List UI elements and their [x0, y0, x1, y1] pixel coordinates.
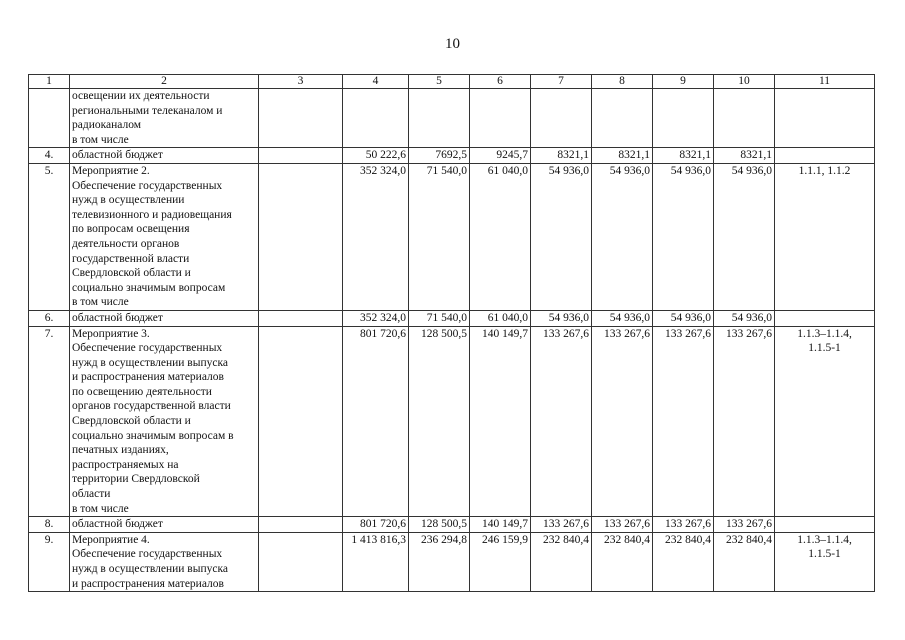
- target-indicator-cell: [775, 310, 875, 326]
- amount-cell: [531, 89, 592, 148]
- target-indicator-cell: 1.1.1, 1.1.2: [775, 163, 875, 310]
- amount-cell: 140 149,7: [470, 326, 531, 517]
- target-indicator-cell: [775, 148, 875, 164]
- amount-cell: 71 540,0: [409, 310, 470, 326]
- amount-cell: [653, 89, 714, 148]
- amount-cell: 236 294,8: [409, 532, 470, 591]
- amount-cell: 61 040,0: [470, 163, 531, 310]
- amount-cell: 54 936,0: [714, 163, 775, 310]
- column-header: 6: [470, 75, 531, 89]
- column-header: 2: [70, 75, 259, 89]
- amount-cell: 128 500,5: [409, 326, 470, 517]
- amount-cell: [592, 89, 653, 148]
- amount-cell: 801 720,6: [343, 517, 409, 533]
- description-cell: Мероприятие 3. Обеспечение государственных нужд в осуществлении выпуска и распространения материалов по освещению деятельности органов государственной власти Свердловской области и социально значимым вопросам в печатных изданиях, распространяемых на территории Свердловской области в том числе: [70, 326, 259, 517]
- amount-cell: 133 267,6: [714, 517, 775, 533]
- description-cell: Мероприятие 2. Обеспечение государственных нужд в осуществлении телевизионного и радиовещания по вопросам освещения деятельности органов государственной власти Свердловской области и социально значимым вопросам в том числе: [70, 163, 259, 310]
- amount-cell: [409, 89, 470, 148]
- column-3-cell: [259, 148, 343, 164]
- table-row: [29, 163, 875, 310]
- target-indicator-cell: 1.1.3–1.1.4, 1.1.5-1: [775, 532, 875, 591]
- amount-cell: 54 936,0: [531, 310, 592, 326]
- row-number-cell: 6.: [29, 310, 70, 326]
- column-header: 8: [592, 75, 653, 89]
- amount-cell: 133 267,6: [714, 326, 775, 517]
- row-number-cell: 7.: [29, 326, 70, 517]
- column-3-cell: [259, 310, 343, 326]
- target-indicator-cell: [775, 89, 875, 148]
- amount-cell: 8321,1: [653, 148, 714, 164]
- amount-cell: 54 936,0: [592, 163, 653, 310]
- amount-cell: [714, 89, 775, 148]
- page-number: 10: [445, 36, 460, 52]
- column-header: 9: [653, 75, 714, 89]
- column-number-row: [29, 75, 875, 89]
- amount-cell: 133 267,6: [592, 326, 653, 517]
- amount-cell: 133 267,6: [592, 517, 653, 533]
- amount-cell: 246 159,9: [470, 532, 531, 591]
- table-row: [29, 310, 875, 326]
- target-indicator-cell: [775, 517, 875, 533]
- amount-cell: 232 840,4: [653, 532, 714, 591]
- amount-cell: 801 720,6: [343, 326, 409, 517]
- description-cell: областной бюджет: [70, 310, 259, 326]
- column-3-cell: [259, 89, 343, 148]
- column-header: 3: [259, 75, 343, 89]
- row-number-cell: 8.: [29, 517, 70, 533]
- row-number-cell: 5.: [29, 163, 70, 310]
- amount-cell: 8321,1: [531, 148, 592, 164]
- column-3-cell: [259, 517, 343, 533]
- amount-cell: 8321,1: [592, 148, 653, 164]
- amount-cell: 232 840,4: [531, 532, 592, 591]
- amount-cell: [470, 89, 531, 148]
- amount-cell: 54 936,0: [714, 310, 775, 326]
- amount-cell: 54 936,0: [592, 310, 653, 326]
- amount-cell: 1 413 816,3: [343, 532, 409, 591]
- row-number-cell: [29, 89, 70, 148]
- table-row: [29, 89, 875, 148]
- amount-cell: 54 936,0: [653, 310, 714, 326]
- column-header: 1: [29, 75, 70, 89]
- amount-cell: 8321,1: [714, 148, 775, 164]
- amount-cell: 133 267,6: [531, 517, 592, 533]
- description-cell: областной бюджет: [70, 517, 259, 533]
- amount-cell: 232 840,4: [714, 532, 775, 591]
- column-header: 5: [409, 75, 470, 89]
- amount-cell: 133 267,6: [653, 517, 714, 533]
- column-header: 4: [343, 75, 409, 89]
- amount-cell: 232 840,4: [592, 532, 653, 591]
- table-row: [29, 517, 875, 533]
- program-table: [28, 74, 875, 592]
- table-row: [29, 532, 875, 591]
- column-3-cell: [259, 326, 343, 517]
- column-3-cell: [259, 532, 343, 591]
- description-cell: Мероприятие 4. Обеспечение государственных нужд в осуществлении выпуска и распространения материалов: [70, 532, 259, 591]
- amount-cell: 7692,5: [409, 148, 470, 164]
- column-3-cell: [259, 163, 343, 310]
- row-number-cell: 4.: [29, 148, 70, 164]
- amount-cell: 133 267,6: [653, 326, 714, 517]
- table-row: [29, 148, 875, 164]
- column-header: 7: [531, 75, 592, 89]
- amount-cell: [343, 89, 409, 148]
- amount-cell: 61 040,0: [470, 310, 531, 326]
- column-header: 10: [714, 75, 775, 89]
- amount-cell: 352 324,0: [343, 310, 409, 326]
- description-cell: областной бюджет: [70, 148, 259, 164]
- amount-cell: 128 500,5: [409, 517, 470, 533]
- amount-cell: 140 149,7: [470, 517, 531, 533]
- amount-cell: 54 936,0: [531, 163, 592, 310]
- amount-cell: 133 267,6: [531, 326, 592, 517]
- row-number-cell: 9.: [29, 532, 70, 591]
- description-cell: освещении их деятельности региональными телеканалом и радиоканалом в том числе: [70, 89, 259, 148]
- amount-cell: 9245,7: [470, 148, 531, 164]
- amount-cell: 54 936,0: [653, 163, 714, 310]
- table-row: [29, 326, 875, 517]
- amount-cell: 352 324,0: [343, 163, 409, 310]
- amount-cell: 50 222,6: [343, 148, 409, 164]
- target-indicator-cell: 1.1.3–1.1.4, 1.1.5-1: [775, 326, 875, 517]
- column-header: 11: [775, 75, 875, 89]
- amount-cell: 71 540,0: [409, 163, 470, 310]
